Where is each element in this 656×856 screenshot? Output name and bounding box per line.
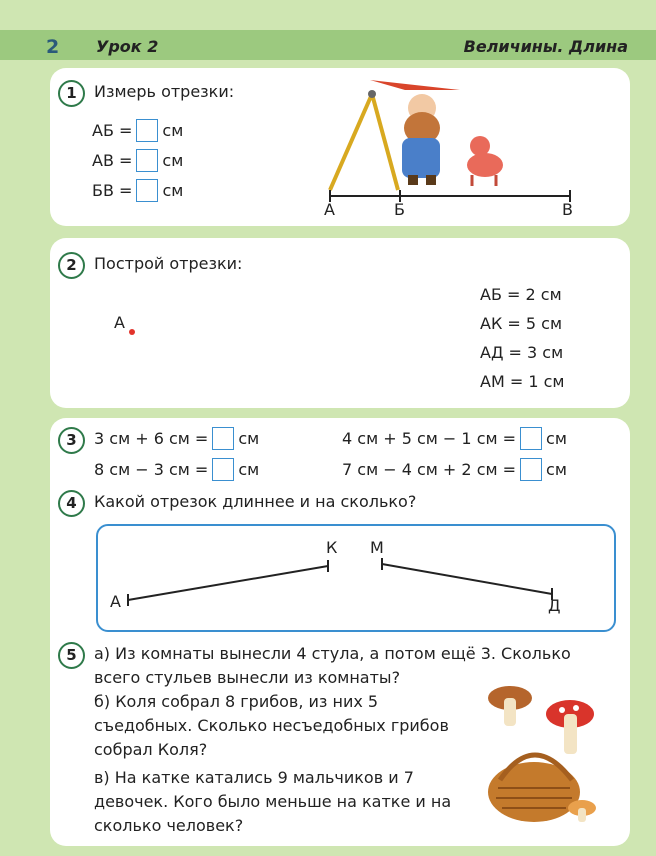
point-a-label: А [114,313,125,332]
segment-label-a: А [110,592,121,611]
gnome-compass-illustration [310,80,520,192]
segment-label-m: М [370,538,384,557]
task-2-title: Построй отрезки: [94,254,243,273]
expression: 8 см − 3 см = [94,460,209,479]
measure-row [92,149,183,172]
task-2-number: 2 [58,252,85,279]
answer-box[interactable] [212,427,234,450]
measure-label: АВ = [92,151,133,170]
expression: 4 см + 5 см − 1 см = [342,429,517,448]
expression-row [94,427,259,450]
expression: 7 см − 4 см + 2 см = [342,460,517,479]
segment-label-d: Д [548,596,561,615]
segment-spec: АК = 5 см [480,314,563,333]
segment-spec: АД = 3 см [480,343,564,362]
problem-b: б) Коля собрал 8 грибов, из них 5 съедобных. Сколько несъедобных грибов собрал Коля? [94,692,449,759]
problem-c: в) На катке катались 9 мальчиков и 7 девочек. Кого было меньше на катке и на сколько человек? [94,768,452,835]
lesson-title: Урок 2 [96,37,159,56]
answer-box[interactable] [136,119,158,142]
measure-row [92,179,183,202]
answer-box[interactable] [520,427,542,450]
answer-box[interactable] [136,179,158,202]
unit-label: см [546,460,567,479]
expression-row [342,458,567,481]
expression-row [94,458,259,481]
answer-box[interactable] [212,458,234,481]
ruler-label-a: А [324,200,335,219]
unit-label: см [162,121,184,140]
segment-label-k: К [326,538,338,557]
answer-box[interactable] [520,458,542,481]
measure-label: АБ = [92,121,133,140]
ruler-label-b: Б [394,200,405,219]
task-4-title: Какой отрезок длиннее и на сколько? [94,492,417,511]
point-a-dot [128,328,136,336]
unit-label: см [238,429,260,448]
measure-row [92,119,183,142]
ruler-label-v: В [562,200,573,219]
measure-label: БВ = [92,181,133,200]
page-number: 2 [46,36,60,58]
segments-drawing [96,524,612,628]
expression-row [342,427,567,450]
unit-label: см [238,460,260,479]
segment-spec: АМ = 1 см [480,372,565,391]
answer-box[interactable] [136,149,158,172]
task-3-number: 3 [58,427,85,454]
problem-a: а) Из комнаты вынесли 4 стула, а потом ещё 3. Сколько всего стульев вынесли из комнаты? [94,644,571,687]
mushroom-basket-illustration [476,680,616,830]
segment-spec: АБ = 2 см [480,285,562,304]
unit-label: см [162,181,184,200]
expression: 3 см + 6 см = [94,429,209,448]
task-1-number: 1 [58,80,85,107]
task-4-number: 4 [58,490,85,517]
topic-title: Величины. Длина [463,37,628,56]
ruler-segment [320,190,580,202]
unit-label: см [162,151,184,170]
task-1-title: Измерь отрезки: [94,82,235,101]
unit-label: см [546,429,567,448]
task-5-number: 5 [58,642,85,669]
